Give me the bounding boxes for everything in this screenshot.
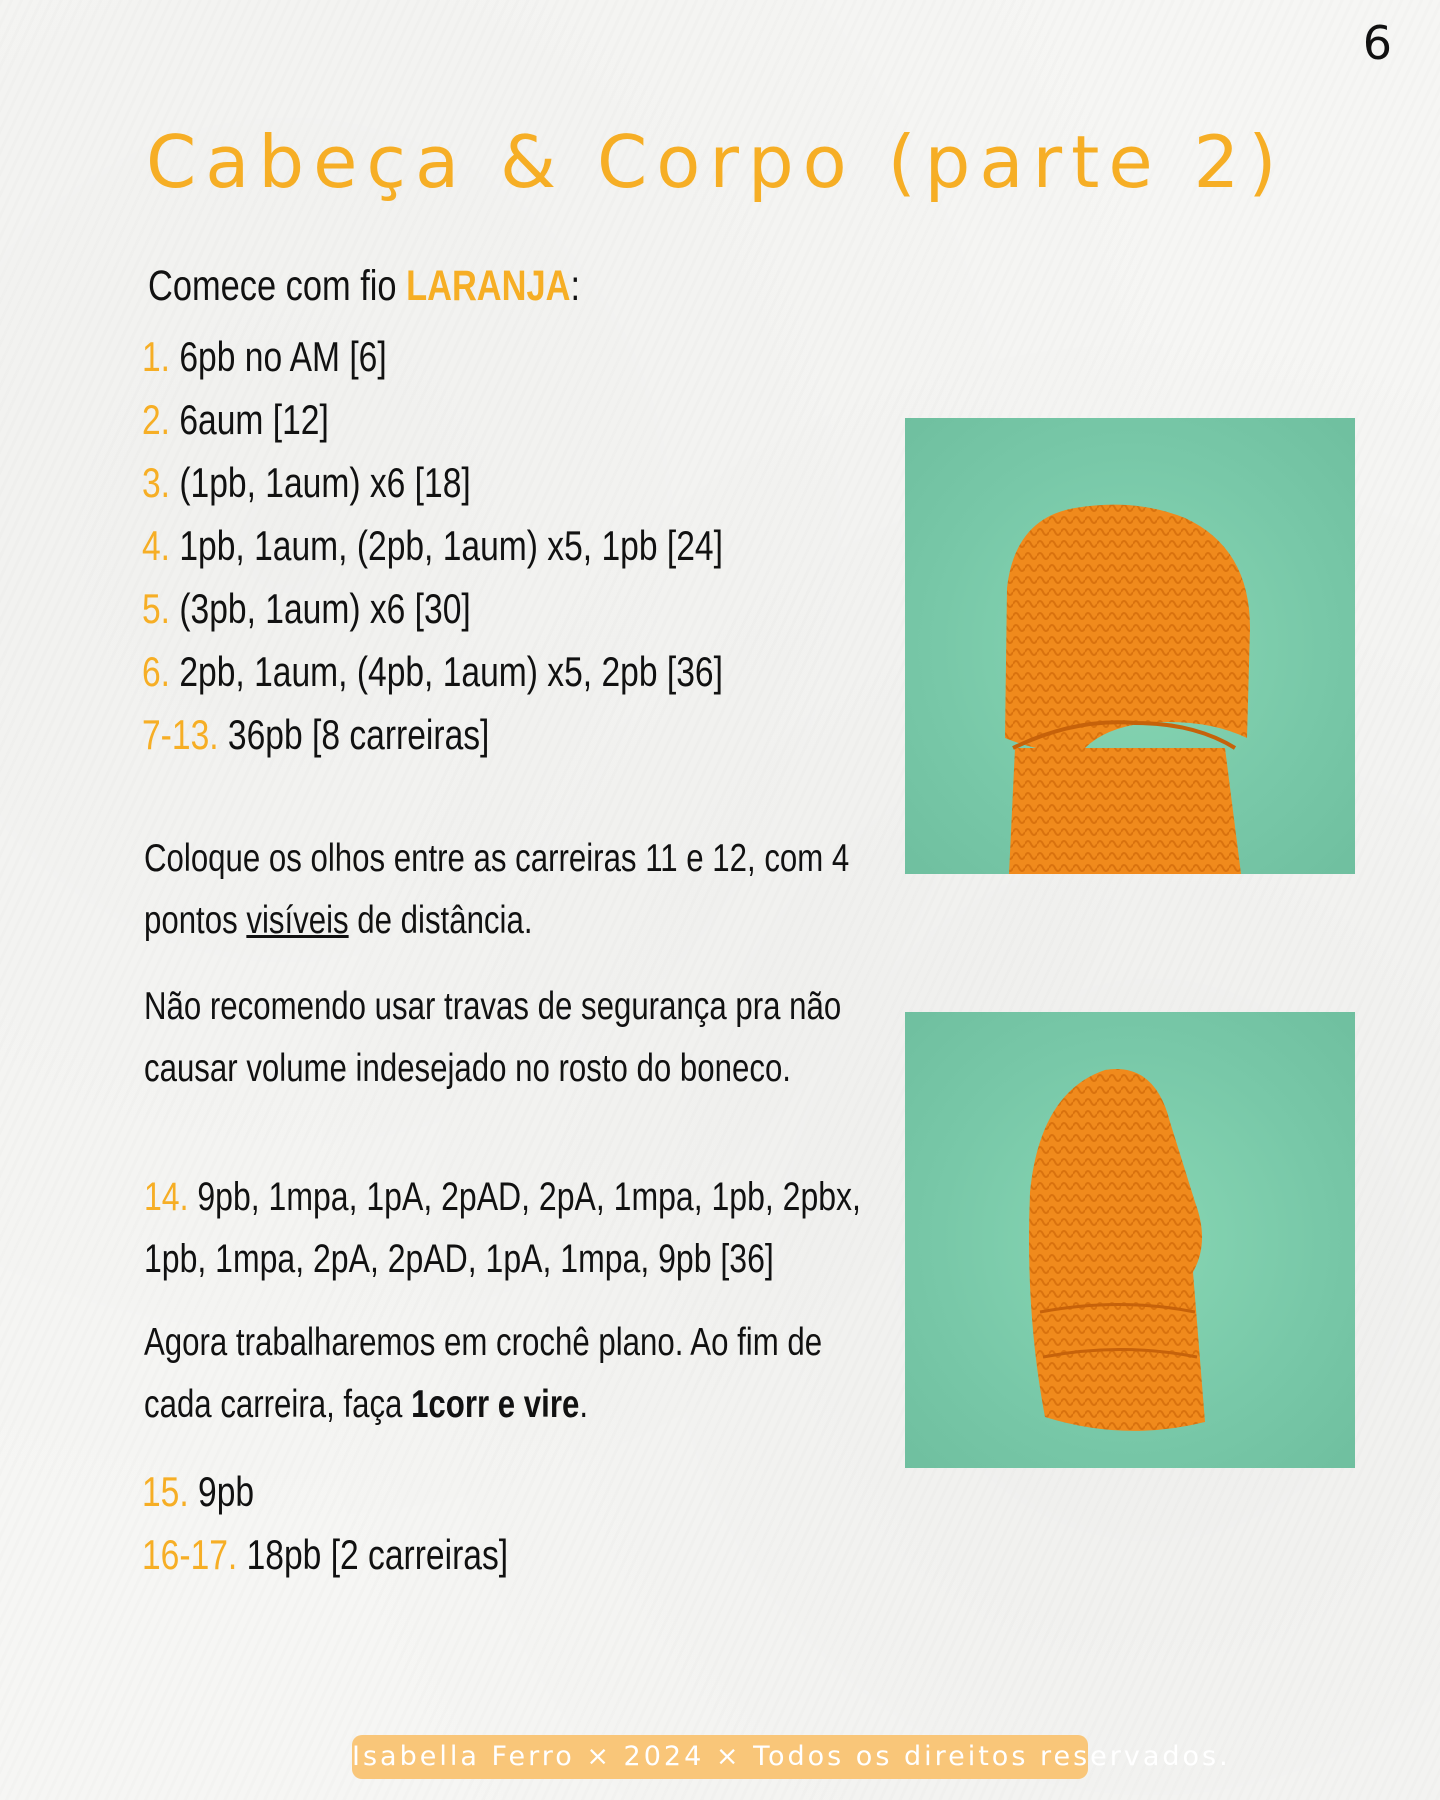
flat-note-line-1: Agora trabalharemos em crochê plano. Ao fim de xyxy=(144,1321,823,1364)
flat-note-line-2 xyxy=(144,1374,822,1436)
round-number: 2. xyxy=(142,396,171,443)
round-14-line-1 xyxy=(144,1166,861,1228)
round-number: 3. xyxy=(142,459,171,506)
round-text: 1pb, 1aum, (2pb, 1aum) x5, 1pb [24] xyxy=(179,522,723,569)
round-item xyxy=(142,1460,508,1523)
round-number: 7-13. xyxy=(142,711,219,758)
round-number: 4. xyxy=(142,522,171,569)
round-text: 6aum [12] xyxy=(179,396,329,443)
safety-note-line-1: Não recomendo usar travas de segurança pra não xyxy=(144,985,842,1028)
round-14-line-2: 1pb, 1mpa, 2pA, 2pAD, 1pA, 1mpa, 9pb [36] xyxy=(144,1237,774,1281)
round-number: 15. xyxy=(142,1468,189,1515)
round-item xyxy=(142,577,723,640)
round-list xyxy=(142,325,723,766)
eyes-note-line-1: Coloque os olhos entre as carreiras 11 e 12, com 4 xyxy=(144,837,850,880)
eyes-note-after: de distância. xyxy=(348,899,533,942)
round-item xyxy=(142,640,723,703)
round-item xyxy=(142,514,723,577)
flat-crochet-note xyxy=(144,1312,822,1436)
yarn-color-label: LARANJA xyxy=(406,262,571,310)
photo-head-front xyxy=(905,418,1355,874)
round-item xyxy=(142,325,723,388)
round-item xyxy=(142,1523,508,1586)
round-text: 2pb, 1aum, (4pb, 1aum) x5, 2pb [36] xyxy=(179,648,723,695)
round-number: 5. xyxy=(142,585,171,632)
round-text: 36pb [8 carreiras] xyxy=(227,711,490,758)
safety-eyes-note xyxy=(144,976,841,1100)
flat-note-bold: 1corr e vire xyxy=(411,1383,580,1426)
copyright-footer: Isabella Ferro × 2024 × Todos os direitos reservados. xyxy=(352,1735,1088,1779)
round-number: 6. xyxy=(142,648,171,695)
eyes-note-before: pontos xyxy=(144,899,247,942)
flat-note-after: . xyxy=(579,1383,588,1426)
round-item xyxy=(142,388,723,451)
page-number: 6 xyxy=(1362,16,1392,70)
final-round-list xyxy=(142,1460,508,1586)
round-item xyxy=(142,451,723,514)
crochet-head-illustration xyxy=(905,418,1355,874)
intro-suffix: : xyxy=(570,262,581,310)
round-number: 1. xyxy=(142,333,171,380)
round-text: 6pb no AM [6] xyxy=(179,333,387,380)
round-text: (3pb, 1aum) x6 [30] xyxy=(179,585,471,632)
round-number: 16-17. xyxy=(142,1531,238,1578)
round-item xyxy=(142,703,723,766)
eyes-note-underlined: visíveis xyxy=(246,899,349,942)
round-text: (1pb, 1aum) x6 [18] xyxy=(179,459,471,506)
round-text: 18pb [2 carreiras] xyxy=(246,1531,509,1578)
round-text: 9pb xyxy=(198,1468,255,1515)
round-number: 14. xyxy=(144,1175,189,1219)
intro-prefix: Comece com fio xyxy=(148,262,407,310)
eyes-note-line-2 xyxy=(144,890,849,952)
photo-head-side xyxy=(905,1012,1355,1468)
intro-line xyxy=(148,262,580,311)
round-14-instruction xyxy=(144,1166,861,1290)
page-title: Cabeça & Corpo (parte 2) xyxy=(146,120,1286,204)
safety-note-line-2: causar volume indesejado no rosto do boneco. xyxy=(144,1047,791,1090)
crochet-body-illustration xyxy=(905,1012,1355,1468)
eyes-placement-note xyxy=(144,828,849,952)
flat-note-before: cada carreira, faça xyxy=(144,1383,412,1426)
round-14-text-1: 9pb, 1mpa, 1pA, 2pAD, 2pA, 1mpa, 1pb, 2pbx, xyxy=(197,1175,861,1219)
